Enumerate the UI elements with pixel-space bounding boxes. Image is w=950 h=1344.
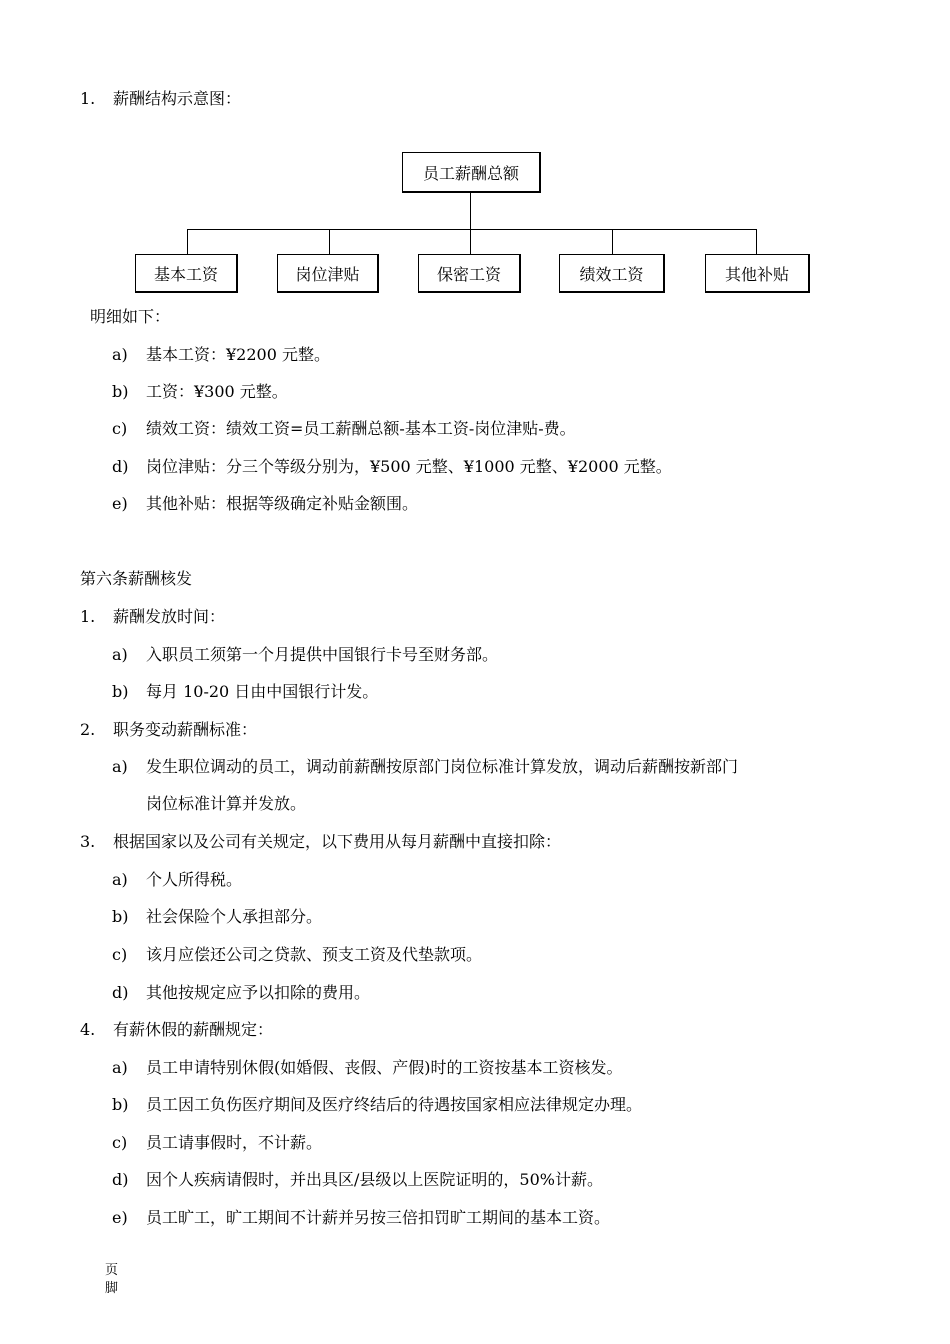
item-text: 绩效工资：绩效工资=员工薪酬总额-基本工资-岗位津贴-费。 — [146, 419, 576, 438]
diagram-connector — [187, 229, 757, 230]
section-number: 3. — [80, 832, 96, 851]
section-title: 有薪休假的薪酬规定： — [113, 1020, 274, 1039]
item-label: d) — [112, 457, 129, 476]
diagram-root-box: 员工薪酬总额 — [402, 152, 541, 193]
item-text: 员工因工负伤医疗期间及医疗终结后的待遇按国家相应法律规定办理。 — [146, 1095, 643, 1114]
item-label: b) — [112, 1095, 129, 1114]
diagram-connector — [756, 229, 757, 254]
item-text: 发生职位调动的员工，调动前薪酬按原部门岗位标准计算发放，调动后薪酬按新部门 — [146, 757, 739, 776]
diagram-child-box: 保密工资 — [418, 254, 521, 293]
item-text: 员工请事假时，不计薪。 — [146, 1133, 323, 1152]
item-text: 基本工资：¥2200 元整。 — [146, 345, 330, 364]
diagram-child-box: 绩效工资 — [559, 254, 665, 293]
item-label: c) — [112, 1133, 128, 1152]
section-title: 根据国家以及公司有关规定，以下费用从每月薪酬中直接扣除： — [113, 832, 562, 851]
diagram-child-box: 其他补贴 — [705, 254, 810, 293]
section-title: 薪酬结构示意图： — [113, 89, 242, 108]
item-label: b) — [112, 382, 129, 401]
item-text: 员工申请特别休假(如婚假、丧假、产假)时的工资按基本工资核发。 — [146, 1058, 623, 1077]
item-label: c) — [112, 945, 128, 964]
details-heading: 明细如下： — [90, 307, 171, 326]
item-label: b) — [112, 682, 129, 701]
item-label: e) — [112, 1208, 128, 1227]
section-number: 1. — [80, 89, 96, 108]
diagram-child-box: 岗位津贴 — [277, 254, 379, 293]
item-label: d) — [112, 1170, 129, 1189]
item-text: 工资：¥300 元整。 — [146, 382, 288, 401]
item-label: b) — [112, 907, 129, 926]
diagram-connector — [470, 193, 471, 229]
item-label: e) — [112, 494, 128, 513]
item-text: 入职员工须第一个月提供中国银行卡号至财务部。 — [146, 645, 499, 664]
item-text: 岗位津贴：分三个等级分别为，¥500 元整、¥1000 元整、¥2000 元整。 — [146, 457, 672, 476]
item-text: 该月应偿还公司之贷款、预支工资及代垫款项。 — [146, 945, 483, 964]
article-title: 第六条薪酬核发 — [80, 569, 193, 588]
diagram-connector — [187, 229, 188, 254]
item-label: d) — [112, 983, 129, 1002]
item-text: 个人所得税。 — [146, 870, 243, 889]
diagram-child-box: 基本工资 — [135, 254, 238, 293]
item-label: a) — [112, 345, 128, 364]
diagram-connector — [329, 229, 330, 254]
page-footer — [105, 1262, 118, 1298]
section-number: 4. — [80, 1020, 96, 1039]
item-label: a) — [112, 1058, 128, 1077]
section-number: 1. — [80, 607, 96, 626]
footer-line: 页 — [105, 1263, 119, 1278]
item-label: c) — [112, 419, 128, 438]
footer-line: 脚 — [105, 1281, 119, 1296]
section-number: 2. — [80, 720, 96, 739]
diagram-connector — [470, 229, 471, 254]
item-text: 其他按规定应予以扣除的费用。 — [146, 983, 371, 1002]
item-text: 其他补贴：根据等级确定补贴金额围。 — [146, 494, 419, 513]
item-text: 每月 10-20 日由中国银行计发。 — [146, 682, 379, 701]
item-label: a) — [112, 645, 128, 664]
item-text: 因个人疾病请假时，并出具区/县级以上医院证明的，50%计薪。 — [146, 1170, 603, 1189]
diagram-connector — [612, 229, 613, 254]
item-label: a) — [112, 870, 128, 889]
item-text-continuation: 岗位标准计算并发放。 — [146, 794, 307, 813]
item-label: a) — [112, 757, 128, 776]
section-title: 薪酬发放时间： — [113, 607, 226, 626]
item-text: 员工旷工，旷工期间不计薪并另按三倍扣罚旷工期间的基本工资。 — [146, 1208, 611, 1227]
item-text: 社会保险个人承担部分。 — [146, 907, 323, 926]
section-title: 职务变动薪酬标准： — [113, 720, 258, 739]
